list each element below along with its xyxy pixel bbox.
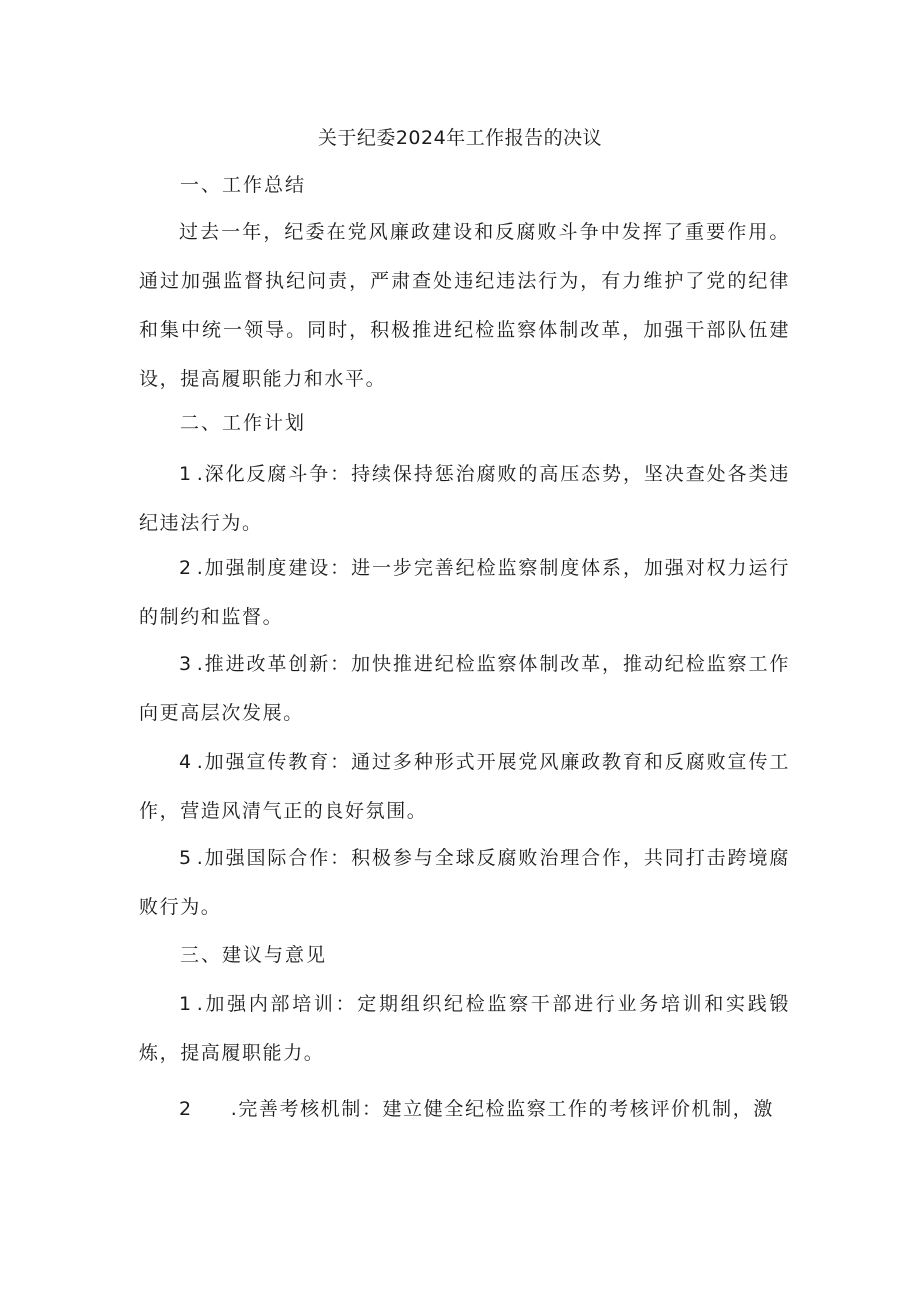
suggestion-item-text: .完善考核机制：建立健全纪检监察工作的考核评价机制，激: [230, 1098, 774, 1120]
document-title: 关于纪委2024年工作报告的决议: [317, 127, 603, 149]
suggestion-item-2: [139, 1085, 790, 1134]
summary-paragraph: 过去一年，纪委在党风廉政建设和反腐败斗争中发挥了重要作用。通过加强监督执纪问责，严肃查处违纪违法行为，有力维护了党的纪律和集中统一领导。同时，积极推进纪检监察体制改革，加强干部队伍建设，提高履职能力和水平。: [139, 221, 790, 390]
plan-item-number: 3: [179, 653, 193, 675]
plan-item-5: [139, 834, 790, 932]
plan-item-text: .加强国际合作：积极参与全球反腐败治理合作，共同打击跨境腐败行为。: [139, 847, 790, 918]
suggestion-item-1: [139, 980, 790, 1078]
suggestion-item-text: .加强内部培训：定期组织纪检监察干部进行业务培训和实践锻炼，提高履职能力。: [139, 993, 790, 1064]
section-heading-suggestions: 三、建议与意见: [180, 944, 328, 966]
plan-item-text: .推进改革创新：加快推进纪检监察体制改革，推动纪检监察工作向更高层次发展。: [139, 653, 790, 724]
suggestion-item-number: 2: [179, 1098, 193, 1120]
suggestion-item-number: 1: [179, 993, 193, 1015]
plan-item-number: 1: [179, 463, 193, 485]
section-heading-plan: 二、工作计划: [180, 412, 307, 434]
plan-item-4: [139, 738, 790, 836]
plan-item-text: .加强宣传教育：通过多种形式开展党风廉政教育和反腐败宣传工作，营造风清气正的良好氛围。: [139, 751, 790, 822]
plan-item-1: [139, 450, 790, 548]
plan-item-text: .深化反腐斗争：持续保持惩治腐败的高压态势，坚决查处各类违纪违法行为。: [139, 463, 790, 534]
plan-item-number: 4: [179, 751, 193, 773]
plan-item-number: 5: [179, 847, 193, 869]
plan-item-3: [139, 640, 790, 738]
plan-item-text: .加强制度建设：进一步完善纪检监察制度体系，加强对权力运行的制约和监督。: [139, 557, 790, 628]
section-heading-summary: 一、工作总结: [180, 174, 307, 196]
plan-item-number: 2: [179, 557, 193, 579]
plan-item-2: [139, 544, 790, 642]
